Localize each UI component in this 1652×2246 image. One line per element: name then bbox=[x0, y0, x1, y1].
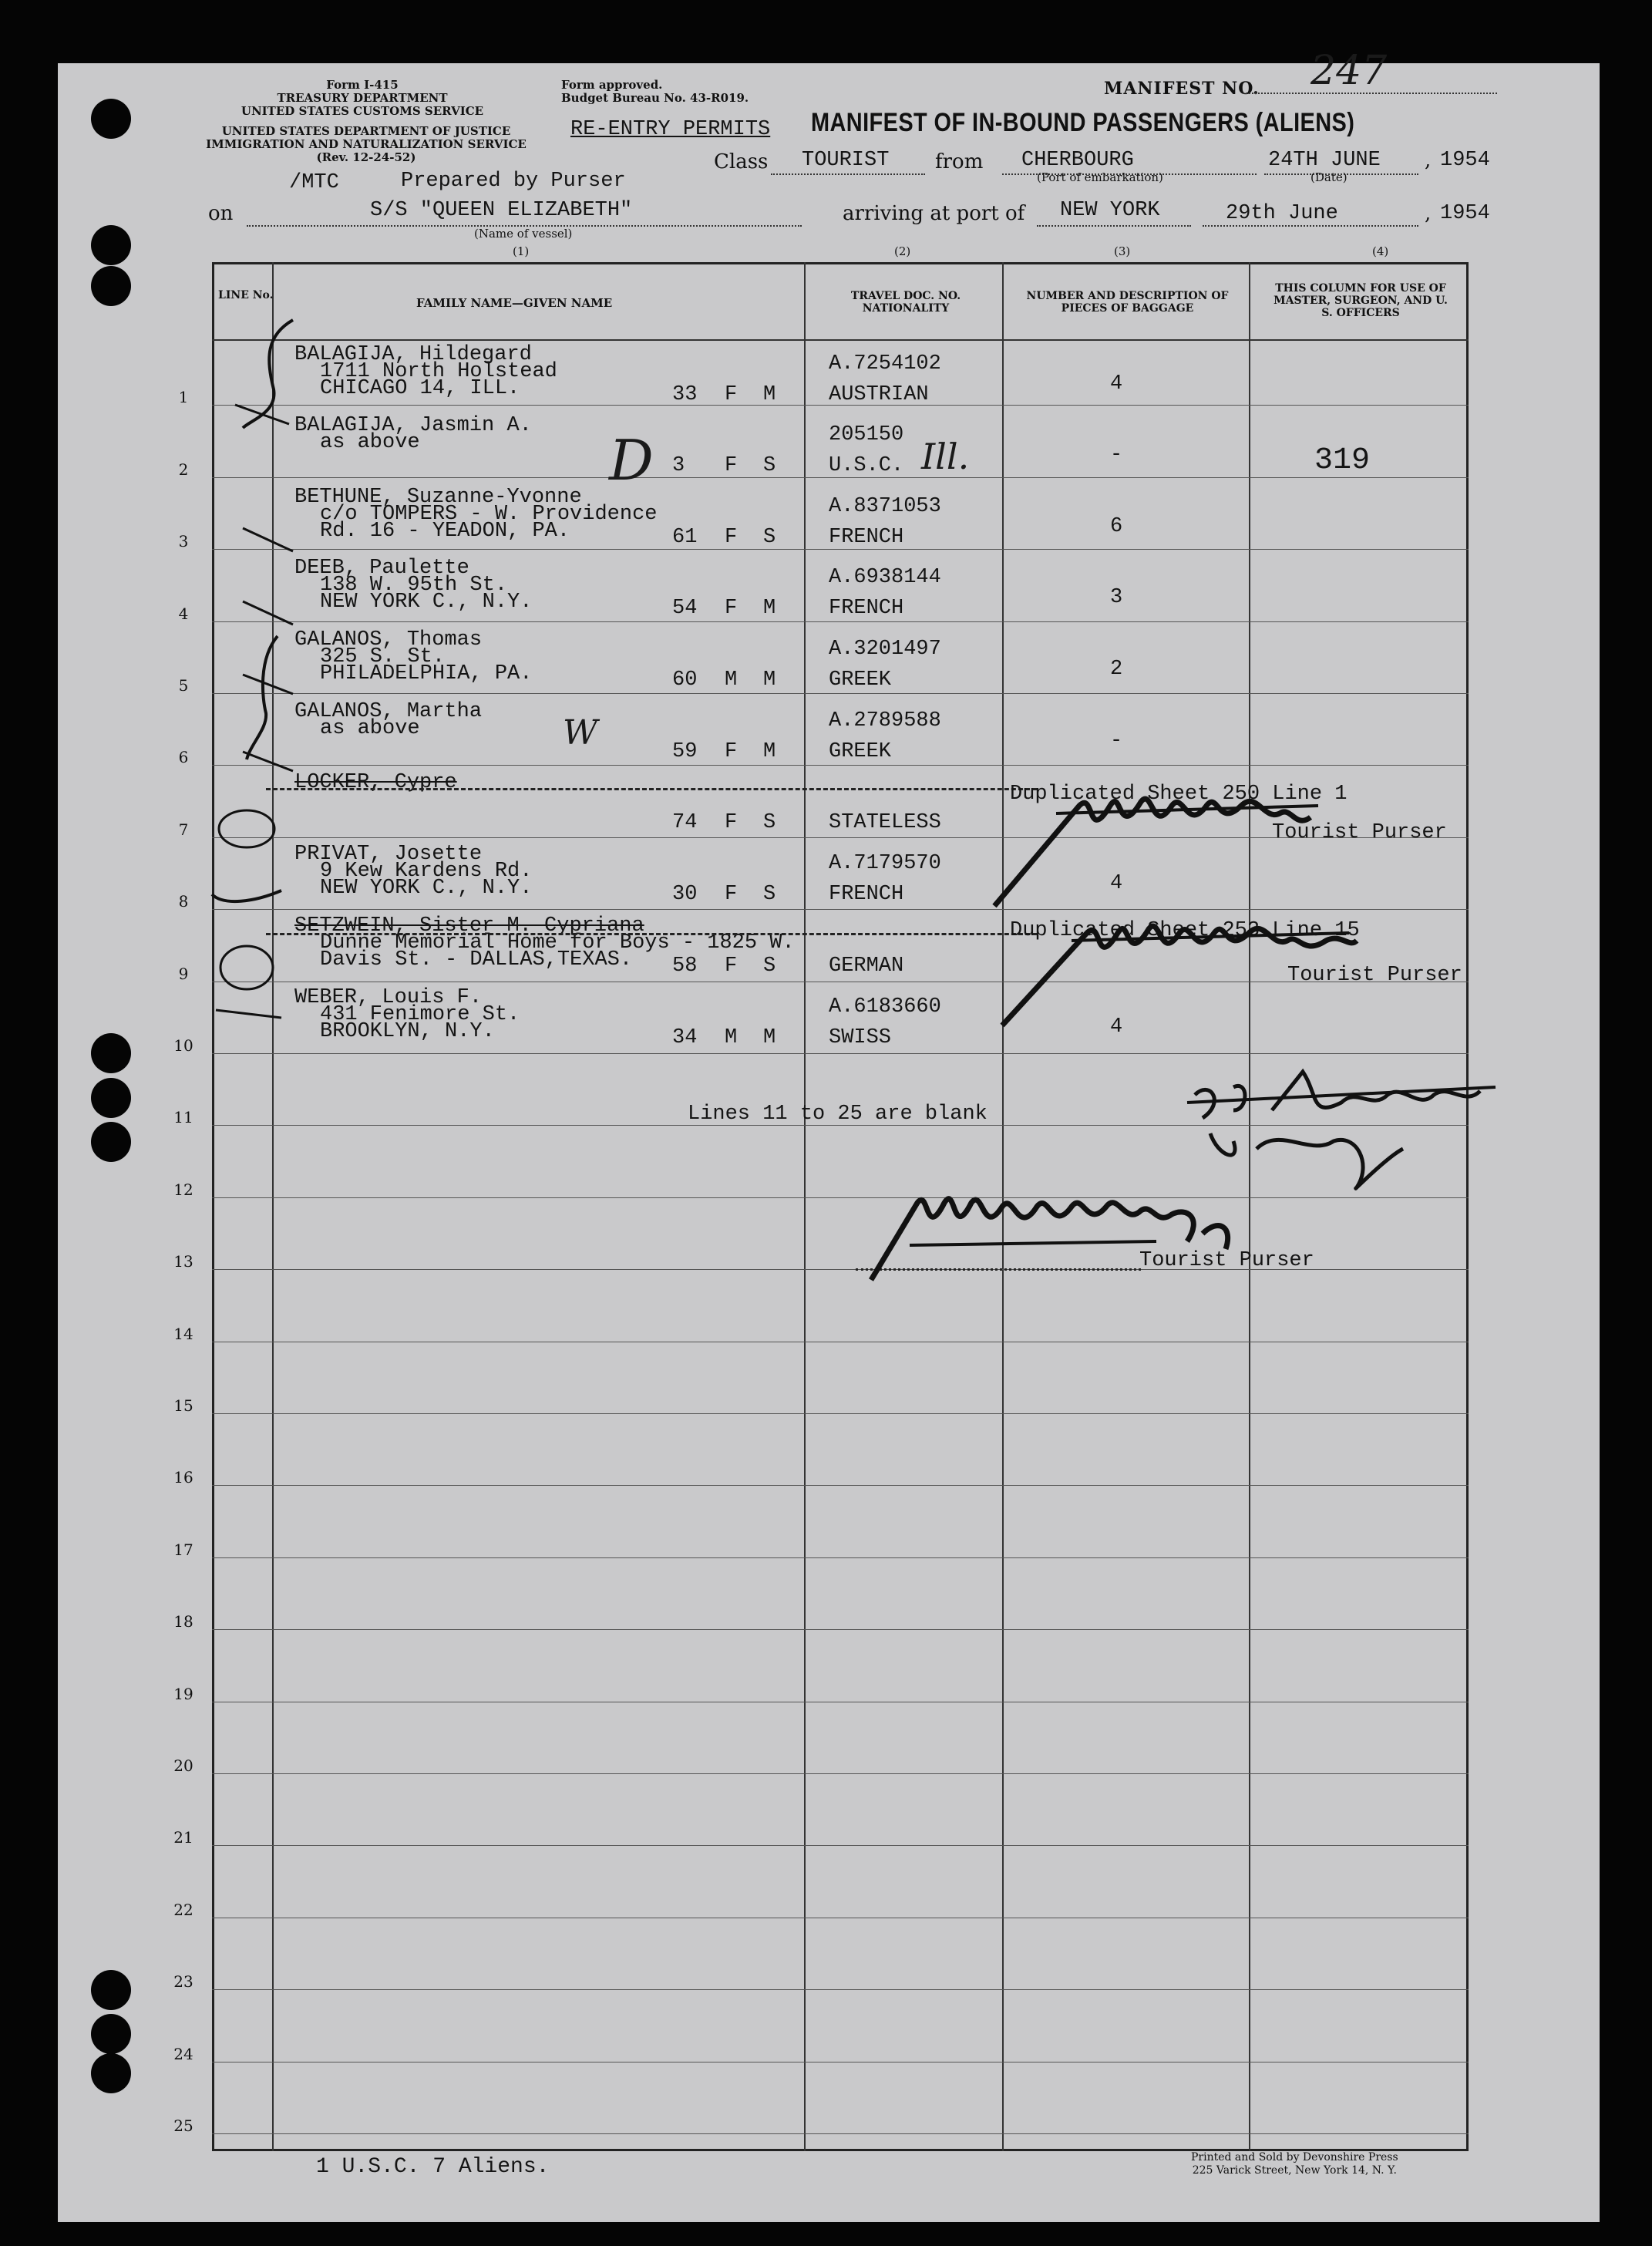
passenger-sex: F bbox=[725, 526, 738, 549]
passenger-name: BALAGIJA, Hildegard bbox=[294, 343, 532, 366]
passenger-sex: F bbox=[725, 811, 738, 834]
marital-status: S bbox=[763, 526, 776, 549]
port-caption: (Port of embarkation) bbox=[1037, 170, 1163, 184]
line-number: 3 bbox=[178, 532, 189, 551]
passenger-name: LOCKER, Cypre bbox=[294, 771, 457, 794]
prepared-by: Prepared by Purser bbox=[401, 170, 626, 193]
marital-status: S bbox=[763, 811, 776, 834]
margin-mark-d: D bbox=[609, 428, 654, 493]
mtc-prefix: /MTC bbox=[289, 171, 339, 194]
marital-status: S bbox=[763, 883, 776, 906]
line-number: 6 bbox=[178, 748, 189, 767]
revision: (Rev. 12-24-52) bbox=[316, 150, 416, 164]
duplicated-note-1: Duplicated Sheet 250 Line 1 bbox=[1010, 783, 1348, 806]
reentry-permits: RE-ENTRY PERMITS bbox=[570, 118, 771, 141]
line-number: 1 bbox=[178, 388, 189, 407]
table-row-rule bbox=[212, 1989, 1469, 1990]
purser-signature-2 bbox=[994, 894, 1411, 1033]
col-header-baggage: NUMBER AND DESCRIPTION OF PIECES OF BAGGAGE bbox=[1026, 290, 1229, 315]
margin-circles bbox=[208, 810, 293, 1041]
on-label: on bbox=[208, 202, 234, 225]
table-row-rule bbox=[212, 1629, 1469, 1630]
dept-treasury: TREASURY DEPARTMENT bbox=[277, 91, 448, 105]
printer-line-2: 225 Varick Street, New York 14, N. Y. bbox=[1192, 2164, 1397, 2177]
embark-port: CHERBOURG bbox=[1021, 149, 1134, 172]
passenger-age: 61 bbox=[672, 526, 698, 549]
marital-status: M bbox=[763, 740, 776, 763]
address-line-2: CHICAGO 14, ILL. bbox=[320, 377, 520, 400]
printer-line-1: Printed and Sold by Devonshire Press bbox=[1191, 2151, 1398, 2164]
line-number: 10 bbox=[173, 1036, 193, 1055]
col4-marker: (4) bbox=[1372, 244, 1389, 258]
address-line-1: c/o TOMPERS - W. Providence bbox=[320, 503, 658, 526]
class-label: Class bbox=[714, 150, 769, 173]
passenger-name: BETHUNE, Suzanne-Yvonne bbox=[294, 486, 582, 509]
cancel-line-9 bbox=[266, 933, 1037, 935]
binder-hole bbox=[91, 99, 131, 139]
marital-status: S bbox=[763, 955, 776, 978]
line-number: 2 bbox=[178, 460, 189, 479]
line-number: 16 bbox=[173, 1468, 193, 1487]
line-number: 25 bbox=[173, 2116, 193, 2135]
nationality: FRENCH bbox=[829, 526, 904, 549]
nationality: U.S.C. bbox=[829, 454, 904, 477]
nationality: FRENCH bbox=[829, 597, 904, 620]
printer-info bbox=[1191, 2151, 1398, 2177]
travel-doc-number: A.6183660 bbox=[829, 995, 941, 1019]
manifest-no-label: MANIFEST NO. bbox=[1104, 79, 1260, 99]
nationality: GREEK bbox=[829, 668, 892, 692]
address-line-1: as above bbox=[320, 431, 420, 454]
header-divider bbox=[212, 339, 1469, 341]
form-number: Form I-415 bbox=[326, 78, 399, 92]
embark-year: 1954 bbox=[1440, 149, 1490, 172]
passenger-name: DEEB, Paulette bbox=[294, 557, 469, 580]
from-label: from bbox=[935, 150, 984, 173]
travel-doc-number: A.6938144 bbox=[829, 566, 941, 589]
travel-doc-number: 205150 bbox=[829, 423, 904, 446]
passenger-sex: M bbox=[725, 1026, 738, 1049]
date-caption: (Date) bbox=[1310, 170, 1348, 184]
marital-status: M bbox=[763, 597, 776, 620]
officer-note: 319 bbox=[1314, 443, 1371, 478]
passenger-age: 59 bbox=[672, 740, 698, 763]
class-value: TOURIST bbox=[802, 149, 890, 172]
manifest-no-value: 247 bbox=[1310, 48, 1388, 94]
form-approved: Form approved. bbox=[561, 78, 663, 92]
col-header-officers: THIS COLUMN FOR USE OF MASTER, SURGEON, AND U. S. OFFICERS bbox=[1273, 282, 1448, 319]
passenger-age: 3 bbox=[672, 454, 685, 477]
line-number: 5 bbox=[178, 676, 189, 695]
vessel-caption: (Name of vessel) bbox=[474, 227, 573, 241]
baggage-count: 3 bbox=[1110, 586, 1123, 609]
baggage-count: 2 bbox=[1110, 658, 1123, 681]
line-number: 19 bbox=[173, 1684, 193, 1703]
table-row-rule bbox=[212, 1845, 1469, 1846]
line-number: 12 bbox=[173, 1180, 193, 1199]
baggage-count: 4 bbox=[1110, 872, 1123, 895]
address-line-2: Rd. 16 - YEADON, PA. bbox=[320, 520, 570, 543]
passenger-name: GALANOS, Martha bbox=[294, 700, 483, 723]
passenger-age: 34 bbox=[672, 1026, 698, 1049]
line-number: 21 bbox=[173, 1828, 193, 1847]
address-line-1: 325 S. St. bbox=[320, 645, 446, 668]
col-header-line: LINE No. bbox=[218, 289, 274, 301]
table-row-rule bbox=[212, 1485, 1469, 1486]
baggage-count: 6 bbox=[1110, 515, 1123, 538]
table-row-rule bbox=[212, 621, 1469, 622]
baggage-count: 4 bbox=[1110, 372, 1123, 396]
margin-brackets bbox=[220, 312, 312, 837]
binder-hole bbox=[91, 266, 131, 306]
approval-block bbox=[561, 79, 749, 105]
passenger-sex: F bbox=[725, 454, 738, 477]
dept-justice: UNITED STATES DEPARTMENT OF JUSTICE bbox=[221, 124, 511, 138]
agency-block bbox=[235, 79, 490, 118]
passenger-name: SETZWEIN, Sister M. Cypriana bbox=[294, 914, 644, 938]
passenger-name: GALANOS, Thomas bbox=[294, 628, 483, 652]
passenger-age: 54 bbox=[672, 597, 698, 620]
passenger-sex: F bbox=[725, 597, 738, 620]
line-number: 8 bbox=[178, 892, 189, 911]
passenger-sex: F bbox=[725, 383, 738, 406]
passenger-name: WEBER, Louis F. bbox=[294, 986, 483, 1009]
line-number: 11 bbox=[173, 1108, 193, 1127]
arriving-label: arriving at port of bbox=[843, 202, 1025, 225]
binder-hole bbox=[91, 2053, 131, 2093]
margin-mark-w: W bbox=[563, 713, 598, 753]
cancel-line-7 bbox=[266, 788, 1037, 790]
passenger-age: 74 bbox=[672, 811, 698, 834]
purser-signature-1 bbox=[987, 759, 1388, 914]
year-comma-2: , bbox=[1425, 202, 1432, 225]
table-row-rule bbox=[212, 1557, 1469, 1558]
table-row-rule bbox=[212, 549, 1469, 550]
baggage-count: - bbox=[1110, 443, 1123, 466]
year-comma: , bbox=[1425, 149, 1432, 172]
address-line-2: Davis St. - DALLAS,TEXAS. bbox=[320, 948, 633, 971]
nationality: FRENCH bbox=[829, 883, 904, 906]
address-line-2: BROOKLYN, N.Y. bbox=[320, 1020, 495, 1043]
passenger-name: BALAGIJA, Jasmin A. bbox=[294, 414, 532, 437]
baggage-count: - bbox=[1110, 729, 1123, 753]
arrival-date-line bbox=[1203, 225, 1418, 227]
table-row-rule bbox=[212, 1773, 1469, 1774]
dup2-purser-title: Tourist Purser bbox=[1287, 964, 1462, 987]
line-number: 24 bbox=[173, 2044, 193, 2063]
address-line-2: PHILADELPHIA, PA. bbox=[320, 662, 533, 685]
vessel-name: S/S "QUEEN ELIZABETH" bbox=[370, 199, 633, 222]
ins-service: IMMIGRATION AND NATURALIZATION SERVICE bbox=[206, 137, 527, 151]
line-number: 18 bbox=[173, 1612, 193, 1631]
table-row-rule bbox=[212, 2133, 1469, 2134]
marital-status: M bbox=[763, 668, 776, 692]
binder-hole bbox=[91, 1033, 131, 1073]
table-row-rule bbox=[212, 1413, 1469, 1414]
nationality: GERMAN bbox=[829, 955, 904, 978]
blank-lines-note: Lines 11 to 25 are blank bbox=[688, 1103, 987, 1126]
travel-doc-number: A.7254102 bbox=[829, 352, 941, 375]
nationality: STATELESS bbox=[829, 811, 941, 834]
binder-hole bbox=[91, 1122, 131, 1162]
officer-scribble bbox=[1187, 1064, 1526, 1195]
passenger-sex: F bbox=[725, 955, 738, 978]
line-number: 22 bbox=[173, 1900, 193, 1919]
line-number: 9 bbox=[178, 964, 189, 983]
budget-bureau: Budget Bureau No. 43-R019. bbox=[561, 91, 749, 105]
address-line-1: as above bbox=[320, 717, 420, 740]
baggage-count: 4 bbox=[1110, 1015, 1123, 1039]
travel-doc-number: A.3201497 bbox=[829, 638, 941, 661]
line-number: 4 bbox=[178, 604, 189, 623]
arrival-year: 1954 bbox=[1440, 202, 1490, 225]
col1-marker: (1) bbox=[513, 244, 530, 258]
binder-hole bbox=[91, 1078, 131, 1118]
passenger-age: 60 bbox=[672, 668, 698, 692]
col-header-name: FAMILY NAME—GIVEN NAME bbox=[416, 296, 613, 310]
passenger-name: PRIVAT, Josette bbox=[294, 843, 483, 866]
passenger-sex: F bbox=[725, 883, 738, 906]
col2-marker: (2) bbox=[894, 244, 911, 258]
address-line-1: 431 Fenimore St. bbox=[320, 1003, 520, 1026]
binder-hole bbox=[91, 2014, 131, 2054]
marital-status: M bbox=[763, 383, 776, 406]
marital-status: S bbox=[763, 454, 776, 477]
passenger-sex: M bbox=[725, 668, 738, 692]
table-row-rule bbox=[212, 693, 1469, 694]
col-header-doc: TRAVEL DOC. NO. NATIONALITY bbox=[850, 290, 961, 315]
line-number: 23 bbox=[173, 1972, 193, 1992]
class-line bbox=[771, 173, 925, 175]
binder-hole bbox=[91, 1970, 131, 2010]
footer-summary: 1 U.S.C. 7 Aliens. bbox=[316, 2155, 550, 2179]
nationality: AUSTRIAN bbox=[829, 383, 929, 406]
address-line-1: 9 Kew Kardens Rd. bbox=[320, 860, 533, 883]
justice-block bbox=[204, 125, 528, 164]
arrival-date: 29th June bbox=[1226, 202, 1338, 225]
line-number: 20 bbox=[173, 1756, 193, 1775]
line-number: 13 bbox=[173, 1252, 193, 1271]
manifest-title: MANIFEST OF IN-BOUND PASSENGERS (ALIENS) bbox=[811, 108, 1355, 137]
passenger-sex: F bbox=[725, 740, 738, 763]
passenger-age: 33 bbox=[672, 383, 698, 406]
travel-doc-number: A.8371053 bbox=[829, 495, 941, 518]
embark-date: 24TH JUNE bbox=[1268, 149, 1381, 172]
duplicated-note-2: Duplicated Sheet 253 Line 15 bbox=[1010, 919, 1360, 942]
travel-doc-number: A.7179570 bbox=[829, 852, 941, 875]
line-number: 15 bbox=[173, 1396, 193, 1415]
address-line-1: 1711 North Holstead bbox=[320, 360, 557, 383]
travel-doc-number: A.2789588 bbox=[829, 709, 941, 732]
marital-status: M bbox=[763, 1026, 776, 1049]
customs-service: UNITED STATES CUSTOMS SERVICE bbox=[241, 104, 484, 118]
address-line-1: 138 W. 95th St. bbox=[320, 574, 508, 597]
address-line-2: NEW YORK C., N.Y. bbox=[320, 877, 533, 900]
line-number: 14 bbox=[173, 1324, 193, 1343]
binder-hole bbox=[91, 225, 131, 265]
arrival-port-line bbox=[1037, 225, 1191, 227]
table-row-rule bbox=[212, 1053, 1469, 1054]
purser-title: Tourist Purser bbox=[1139, 1249, 1314, 1272]
nationality: GREEK bbox=[829, 740, 892, 763]
line-number: 17 bbox=[173, 1540, 193, 1559]
col3-marker: (3) bbox=[1114, 244, 1131, 258]
address-line-1: Dunne Memorial Home for Boys - 1825 W. bbox=[320, 931, 795, 955]
arrival-port: NEW YORK bbox=[1060, 199, 1160, 222]
dup1-purser-title: Tourist Purser bbox=[1272, 821, 1447, 844]
passenger-age: 30 bbox=[672, 883, 698, 906]
doc-handwriting: Ill. bbox=[921, 436, 970, 477]
nationality: SWISS bbox=[829, 1026, 892, 1049]
passenger-age: 58 bbox=[672, 955, 698, 978]
name-col-divider bbox=[804, 262, 806, 2151]
line-number: 7 bbox=[178, 820, 189, 839]
address-line-2: NEW YORK C., N.Y. bbox=[320, 591, 533, 614]
